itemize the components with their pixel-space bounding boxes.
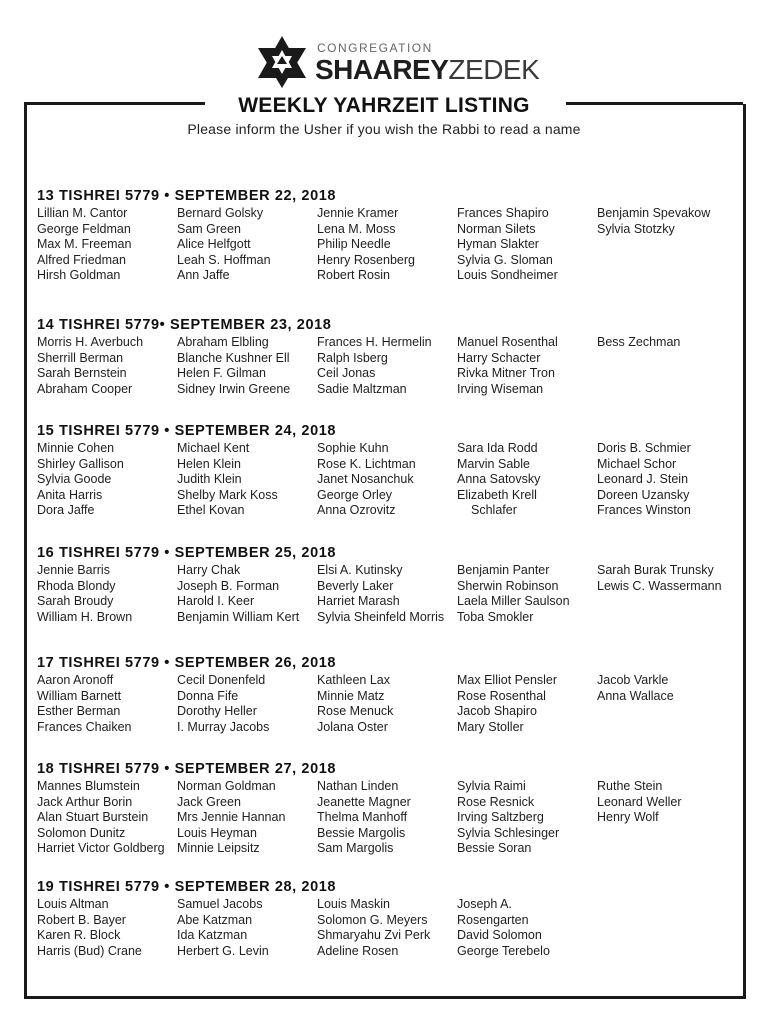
name-column	[37, 563, 132, 625]
memorial-name: Mannes Blumstein	[37, 779, 140, 793]
memorial-name: Rose Resnick	[457, 794, 535, 809]
memorial-name: Solomon Dunitz	[37, 825, 126, 840]
name-columns	[37, 206, 737, 296]
memorial-name: David Solomon	[457, 928, 542, 942]
memorial-name: Lillian M. Cantor	[37, 206, 128, 220]
memorial-name: Leah S. Hoffman	[177, 252, 271, 267]
memorial-name: Norman Goldman	[177, 779, 276, 793]
memorial-name: Sylvia G. Sloman	[457, 252, 553, 267]
page-subtitle: Please inform the Usher if you wish the Rabbi to read a name	[187, 121, 581, 137]
name-column	[597, 673, 674, 704]
memorial-name: Adeline Rosen	[317, 943, 399, 958]
memorial-name: Cecil Donenfeld	[177, 673, 266, 687]
memorial-name: Jennie Kramer	[317, 206, 399, 220]
memorial-name: Elsi A. Kutinsky	[317, 563, 403, 577]
memorial-name: Bessie Soran	[457, 841, 532, 855]
memorial-name: Harris (Bud) Crane	[37, 943, 142, 958]
memorial-name: Harriet Marash	[317, 594, 400, 608]
memorial-name: Jack Arthur Borin	[37, 794, 133, 809]
memorial-name: Aaron Aronoff	[37, 673, 114, 687]
name-column	[457, 897, 550, 959]
date-heading: 17 TISHREI 5779 • SEPTEMBER 26, 2018	[37, 655, 337, 671]
memorial-name: Rose Menuck	[317, 704, 394, 718]
memorial-name: Alice Helfgott	[177, 237, 251, 251]
memorial-name: Bessie Margolis	[317, 825, 406, 840]
date-heading: 16 TISHREI 5779 • SEPTEMBER 25, 2018	[37, 545, 337, 561]
memorial-name: Karen R. Block	[37, 928, 121, 942]
memorial-name: Manuel Rosenthal	[457, 335, 558, 349]
memorial-name: Mary Stoller	[457, 719, 524, 734]
memorial-name: Blanche Kushner Ell	[177, 350, 290, 365]
memorial-name: Solomon G. Meyers	[317, 912, 428, 927]
memorial-name: Esther Berman	[37, 704, 121, 718]
name-column	[317, 779, 411, 857]
name-column	[37, 335, 143, 397]
date-heading: 19 TISHREI 5779 • SEPTEMBER 28, 2018	[37, 879, 337, 895]
memorial-name: Robert Rosin	[317, 268, 390, 282]
memorial-name: Kathleen Lax	[317, 673, 390, 687]
memorial-name: Sidney Irwin Greene	[177, 381, 291, 396]
date-heading: 18 TISHREI 5779 • SEPTEMBER 27, 2018	[37, 761, 337, 777]
memorial-name: Henry Rosenberg	[317, 252, 415, 267]
memorial-name: Henry Wolf	[597, 810, 659, 824]
memorial-name: Schlafer	[471, 503, 517, 517]
memorial-name: George Orley	[317, 487, 393, 502]
memorial-name: I. Murray Jacobs	[177, 719, 270, 734]
memorial-name: Herbert G. Levin	[177, 943, 269, 958]
memorial-name: Sam Margolis	[317, 841, 394, 855]
memorial-name: Laela Miller Saulson	[457, 594, 570, 608]
memorial-name: Joseph A.	[457, 897, 512, 911]
congregation-logo	[254, 34, 540, 90]
memorial-name: Ralph Isberg	[317, 350, 388, 365]
memorial-name: Ceil Jonas	[317, 366, 376, 380]
memorial-name: Anna Ozrovitz	[317, 503, 396, 517]
name-column	[37, 206, 131, 284]
memorial-name: Philip Needle	[317, 237, 391, 251]
memorial-name: Shirley Gallison	[37, 456, 124, 471]
memorial-name: Louis Maskin	[317, 897, 390, 911]
memorial-name: Max M. Freeman	[37, 237, 132, 251]
name-column	[177, 897, 269, 959]
logo-name-rest: ZEDEK	[448, 54, 540, 85]
name-column	[457, 441, 540, 519]
memorial-name: Louis Heyman	[177, 825, 257, 840]
memorial-name: Michael Kent	[177, 441, 250, 455]
memorial-name: Sophie Kuhn	[317, 441, 389, 455]
memorial-name: Ethel Kovan	[177, 503, 245, 517]
star-of-david-icon	[254, 34, 310, 90]
memorial-name: Mrs Jennie Hannan	[177, 810, 286, 824]
memorial-name: Jacob Varkle	[597, 673, 669, 687]
name-column	[37, 897, 142, 959]
memorial-name: Anita Harris	[37, 487, 103, 502]
memorial-name: Sylvia Goode	[37, 472, 112, 486]
memorial-name: Bernard Golsky	[177, 206, 264, 220]
memorial-name: Norman Silets	[457, 221, 536, 236]
date-heading: 13 TISHREI 5779 • SEPTEMBER 22, 2018	[37, 188, 337, 204]
memorial-name: Shelby Mark Koss	[177, 487, 278, 502]
memorial-name: Hirsh Goldman	[37, 268, 121, 282]
date-section	[37, 877, 737, 987]
memorial-name: Helen Klein	[177, 456, 241, 471]
memorial-name: Lewis C. Wassermann	[597, 578, 722, 593]
date-section	[37, 186, 737, 296]
memorial-name: Harry Schacter	[457, 350, 541, 365]
memorial-name: George Terebelo	[457, 943, 550, 958]
memorial-name: Joseph B. Forman	[177, 578, 280, 593]
name-column	[457, 335, 558, 397]
memorial-name: Elizabeth Krell	[457, 487, 537, 502]
memorial-name: Louis Sondheimer	[457, 268, 558, 282]
name-column	[317, 206, 415, 284]
logo-name-bold: SHAAREY	[315, 54, 449, 85]
memorial-name: Benjamin Panter	[457, 563, 550, 577]
memorial-name: Leonard J. Stein	[597, 472, 689, 486]
memorial-name: Harry Chak	[177, 563, 241, 577]
memorial-name: Sarah Bernstein	[37, 366, 127, 380]
name-columns	[37, 335, 737, 425]
memorial-name: Sylvia Stotzky	[597, 221, 675, 236]
memorial-name: Ann Jaffe	[177, 268, 230, 282]
memorial-name: Beverly Laker	[317, 578, 394, 593]
memorial-name: Alan Stuart Burstein	[37, 810, 149, 824]
memorial-name: Frances Winston	[597, 503, 691, 517]
name-columns	[37, 897, 737, 987]
date-section	[37, 759, 737, 869]
memorial-name: Rose Rosenthal	[457, 688, 546, 703]
memorial-name: Sylvia Sheinfeld Morris	[317, 609, 445, 624]
name-column	[317, 673, 393, 735]
memorial-name: Anna Satovsky	[457, 472, 541, 486]
memorial-name: Jolana Oster	[317, 719, 388, 734]
memorial-name: Benjamin William Kert	[177, 609, 300, 624]
memorial-name: Bess Zechman	[597, 335, 681, 349]
memorial-name: Shmaryahu Zvi Perk	[317, 928, 431, 942]
memorial-name: Nathan Linden	[317, 779, 399, 793]
memorial-name: Irving Wiseman	[457, 381, 544, 396]
memorial-name: Toba Smokler	[457, 609, 534, 624]
name-column	[457, 563, 570, 625]
name-column	[317, 563, 444, 625]
name-column	[177, 335, 290, 397]
name-column	[457, 206, 558, 284]
name-column	[597, 206, 710, 237]
memorial-name: Anna Wallace	[597, 688, 674, 703]
memorial-name: Jack Green	[177, 794, 241, 809]
name-columns	[37, 441, 737, 531]
name-column	[317, 335, 432, 397]
name-column	[597, 335, 680, 351]
logo-congregation-text: CONGREGATION	[317, 41, 433, 55]
date-section	[37, 421, 737, 531]
name-column	[317, 897, 430, 959]
memorial-name: Ruthe Stein	[597, 779, 663, 793]
memorial-name: Dora Jaffe	[37, 503, 95, 517]
name-column	[597, 441, 691, 519]
memorial-name: Sylvia Raimi	[457, 779, 526, 793]
name-column	[37, 673, 132, 735]
name-column	[597, 563, 722, 594]
date-section	[37, 653, 737, 763]
name-columns	[37, 673, 737, 763]
logo-name	[315, 54, 539, 86]
name-column	[177, 779, 285, 857]
name-column	[37, 441, 124, 519]
name-columns	[37, 563, 737, 653]
memorial-name: Robert B. Bayer	[37, 912, 126, 927]
memorial-name: Abraham Cooper	[37, 381, 133, 396]
memorial-name: Sherrill Berman	[37, 350, 124, 365]
name-column	[457, 673, 557, 735]
date-section	[37, 543, 737, 653]
memorial-name: Sadie Maltzman	[317, 381, 407, 396]
memorial-name: Doreen Uzansky	[597, 487, 690, 502]
memorial-name: Doris B. Schmier	[597, 441, 691, 455]
memorial-name: Rose K. Lichtman	[317, 456, 416, 471]
memorial-name: Rosengarten	[457, 912, 529, 927]
memorial-name: Samuel Jacobs	[177, 897, 263, 911]
memorial-name: Minnie Leipsitz	[177, 841, 260, 855]
memorial-name: Judith Klein	[177, 472, 242, 486]
memorial-name: Max Elliot Pensler	[457, 673, 558, 687]
page-title: WEEKLY YAHRZEIT LISTING	[238, 94, 530, 117]
memorial-name: Janet Nosanchuk	[317, 472, 414, 486]
memorial-name: Rivka Mitner Tron	[457, 366, 555, 380]
name-column	[177, 206, 271, 284]
memorial-name: Harold I. Keer	[177, 594, 255, 608]
name-column	[177, 563, 299, 625]
name-column	[37, 779, 165, 857]
memorial-name: Abe Katzman	[177, 912, 253, 927]
memorial-name: Ida Katzman	[177, 928, 248, 942]
memorial-name: Jennie Barris	[37, 563, 110, 577]
name-column	[177, 441, 278, 519]
memorial-name: Irving Saltzberg	[457, 810, 544, 824]
memorial-name: Michael Schor	[597, 456, 677, 471]
name-column	[317, 441, 416, 519]
name-column	[457, 779, 559, 857]
memorial-name: Minnie Cohen	[37, 441, 115, 455]
memorial-name: Minnie Matz	[317, 688, 385, 703]
memorial-name: Alfred Friedman	[37, 252, 126, 267]
memorial-name: Frances Shapiro	[457, 206, 549, 220]
memorial-name: Donna Fife	[177, 688, 239, 703]
memorial-name: Jacob Shapiro	[457, 704, 537, 718]
memorial-name: Sara Ida Rodd	[457, 441, 538, 455]
memorial-name: Leonard Weller	[597, 794, 682, 809]
name-column	[597, 779, 682, 826]
memorial-name: Harriet Victor Goldberg	[37, 841, 165, 855]
memorial-name: Dorothy Heller	[177, 704, 257, 718]
memorial-name: Thelma Manhoff	[317, 810, 408, 824]
memorial-name: Jeanette Magner	[317, 794, 411, 809]
memorial-name: Hyman Slakter	[457, 237, 539, 251]
date-heading: 14 TISHREI 5779• SEPTEMBER 23, 2018	[37, 317, 332, 333]
memorial-name: Benjamin Spevakow	[597, 206, 711, 220]
memorial-name: Frances Chaiken	[37, 719, 132, 734]
memorial-name: Abraham Elbling	[177, 335, 269, 349]
memorial-name: Louis Altman	[37, 897, 109, 911]
memorial-name: Sherwin Robinson	[457, 578, 559, 593]
date-heading: 15 TISHREI 5779 • SEPTEMBER 24, 2018	[37, 423, 337, 439]
memorial-name: Marvin Sable	[457, 456, 530, 471]
memorial-name: William H. Brown	[37, 609, 133, 624]
name-columns	[37, 779, 737, 869]
memorial-name: Frances H. Hermelin	[317, 335, 432, 349]
memorial-name: Helen F. Gilman	[177, 366, 266, 380]
memorial-name: Sarah Broudy	[37, 594, 114, 608]
memorial-name: George Feldman	[37, 221, 131, 236]
memorial-name: Sam Green	[177, 221, 241, 236]
memorial-name: William Barnett	[37, 688, 122, 703]
memorial-name: Lena M. Moss	[317, 221, 396, 236]
date-section	[37, 315, 737, 425]
memorial-name: Rhoda Blondy	[37, 578, 116, 593]
name-column	[177, 673, 269, 735]
memorial-name: Morris H. Averbuch	[37, 335, 144, 349]
memorial-name: Sarah Burak Trunsky	[597, 563, 714, 577]
memorial-name: Sylvia Schlesinger	[457, 825, 560, 840]
